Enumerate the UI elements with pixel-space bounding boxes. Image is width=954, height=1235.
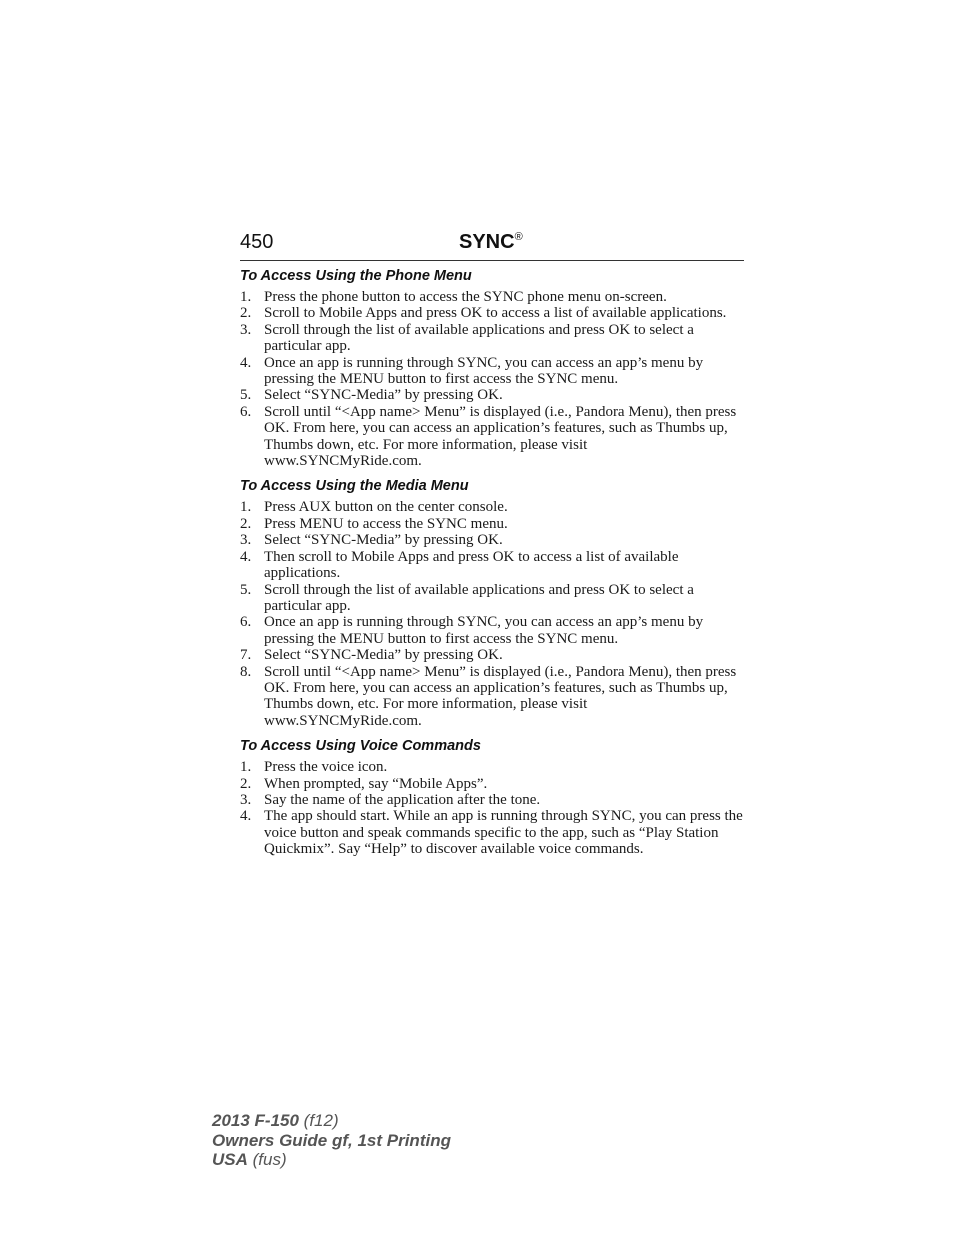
list-item <box>240 305 746 321</box>
list-item <box>240 289 746 305</box>
registered-mark: ® <box>514 231 523 243</box>
step-text: Scroll until “<App name> Menu” is displayed (i.e., Pandora Menu), then press OK. From here, you can access an application’s features, such as Thumbs up, Thumbs down, etc. For more information, please visit www.SYNCMyRide.com. <box>264 403 737 470</box>
step-text: Select “SYNC-Media” by pressing OK. <box>264 387 503 404</box>
step-number: 1. <box>240 759 252 776</box>
footer-model-code: (f12) <box>298 1111 339 1130</box>
step-number: 7. <box>240 647 252 664</box>
step-number: 2. <box>240 515 252 532</box>
step-text: Press the phone button to access the SYNC phone menu on-screen. <box>264 289 667 305</box>
footer-region-line <box>212 1150 451 1170</box>
list-item <box>240 792 746 808</box>
step-number: 1. <box>240 499 252 516</box>
step-text: Then scroll to Mobile Apps and press OK to access a list of available applications. <box>264 548 679 582</box>
step-text: Scroll until “<App name> Menu” is displayed (i.e., Pandora Menu), then press OK. From here, you can access an application’s features, such as Thumbs up, Thumbs down, etc. For more information, please visit www.SYNCMyRide.com. <box>264 663 737 729</box>
step-number: 1. <box>240 289 252 305</box>
footer-model: 2013 F-150 <box>212 1111 299 1130</box>
list-item <box>240 549 746 582</box>
step-number: 6. <box>240 614 252 631</box>
step-number: 6. <box>240 403 252 420</box>
step-text: Press the voice icon. <box>264 759 388 776</box>
step-text: Scroll to Mobile Apps and press OK to access a list of available applications. <box>264 305 727 322</box>
list-item <box>240 516 746 532</box>
chapter-name: SYNC <box>459 231 515 253</box>
list-item <box>240 647 746 663</box>
footer-region-code: (fus) <box>247 1150 287 1169</box>
step-number: 2. <box>240 305 252 322</box>
step-number: 4. <box>240 548 252 565</box>
list-item <box>240 404 746 470</box>
step-list <box>240 289 746 469</box>
list-item <box>240 808 746 857</box>
list-item <box>240 776 746 792</box>
step-text: Select “SYNC-Media” by pressing OK. <box>264 532 503 549</box>
list-item <box>240 664 746 730</box>
step-list <box>240 499 746 729</box>
section-media-menu <box>240 476 746 729</box>
list-item <box>240 532 746 548</box>
section-heading: To Access Using the Phone Menu <box>240 268 472 284</box>
step-list <box>240 759 746 857</box>
page-footer <box>212 1111 451 1170</box>
step-number: 5. <box>240 387 252 404</box>
step-number: 3. <box>240 532 252 549</box>
section-heading: To Access Using Voice Commands <box>240 738 481 755</box>
step-text: Scroll through the list of available applications and press OK to select a particular app. <box>264 321 694 355</box>
section-phone-menu <box>240 266 746 469</box>
page-header <box>240 228 744 261</box>
list-item <box>240 499 746 515</box>
section-voice-commands <box>240 736 746 857</box>
list-item <box>240 582 746 615</box>
step-text: Say the name of the application after the tone. <box>264 791 541 808</box>
chapter-title <box>459 231 523 254</box>
step-number: 4. <box>240 808 252 825</box>
step-number: 3. <box>240 791 252 808</box>
list-item <box>240 614 746 647</box>
step-text: Press MENU to access the SYNC menu. <box>264 515 508 532</box>
step-number: 8. <box>240 663 252 680</box>
section-heading: To Access Using the Media Menu <box>240 478 469 495</box>
step-text: The app should start. While an app is running through SYNC, you can press the voice button and speak commands specific to the app, such as “Play Station Quickmix”. Say “Help” to discover available voice commands. <box>264 808 743 858</box>
step-text: When prompted, say “Mobile Apps”. <box>264 775 488 792</box>
list-item <box>240 322 746 355</box>
step-number: 5. <box>240 581 252 598</box>
list-item <box>240 355 746 388</box>
footer-guide-line: Owners Guide gf, 1st Printing <box>212 1130 451 1150</box>
list-item <box>240 387 746 403</box>
list-item <box>240 759 746 775</box>
page-number: 450 <box>240 231 274 253</box>
step-text: Once an app is running through SYNC, you can access an app’s menu by pressing the MENU button to first access the SYNC menu. <box>264 354 704 388</box>
step-number: 2. <box>240 775 252 792</box>
page-content <box>240 266 746 865</box>
step-text: Scroll through the list of available applications and press OK to select a particular app. <box>264 581 694 614</box>
step-text: Once an app is running through SYNC, you can access an app’s menu by pressing the MENU button to first access the SYNC menu. <box>264 614 704 647</box>
step-text: Press AUX button on the center console. <box>264 499 508 516</box>
footer-region: USA <box>212 1150 248 1169</box>
step-number: 4. <box>240 354 252 371</box>
step-text: Select “SYNC-Media” by pressing OK. <box>264 647 503 664</box>
step-number: 3. <box>240 321 252 338</box>
footer-model-line <box>212 1111 451 1131</box>
